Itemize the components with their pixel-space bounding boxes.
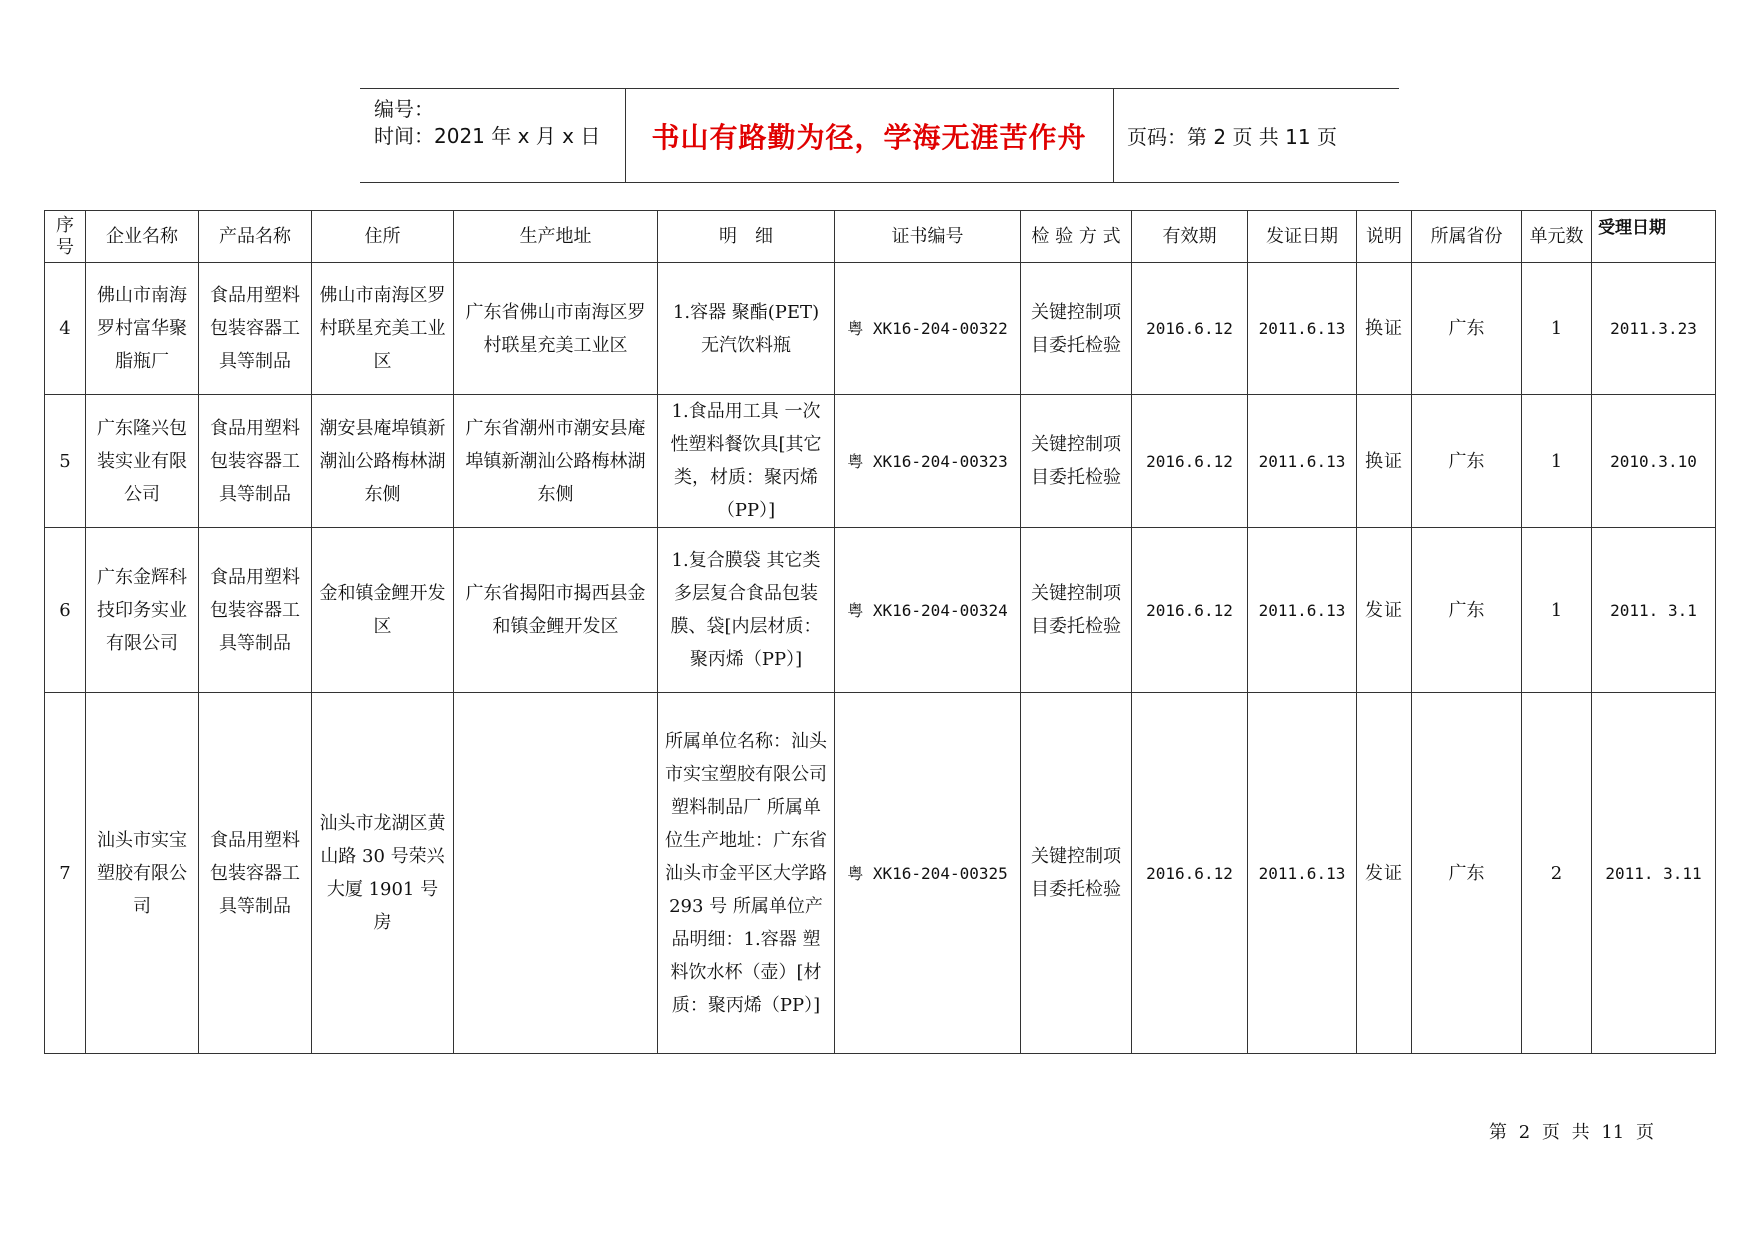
cell-issue: 2011.6.13 [1248, 395, 1357, 528]
cell-issue: 2011.6.13 [1248, 528, 1357, 693]
footer-page-number: 第 2 页 共 11 页 [1489, 1122, 1654, 1143]
col-header-address: 住所 [312, 211, 454, 263]
cell-address: 金和镇金鲤开发区 [312, 528, 454, 693]
cell-accept-date: 2011.3.23 [1592, 263, 1716, 395]
header-motto-cell [625, 89, 1114, 182]
cell-method: 关键控制项目委托检验 [1021, 395, 1132, 528]
cell-company: 广东金辉科技印务实业有限公司 [86, 528, 199, 693]
cell-valid: 2016.6.12 [1132, 395, 1248, 528]
col-header-detail: 明 细 [658, 211, 835, 263]
cell-address: 汕头市龙湖区黄山路 30 号荣兴大厦 1901 号房 [312, 693, 454, 1054]
cell-units: 1 [1522, 528, 1592, 693]
cell-units: 1 [1522, 263, 1592, 395]
cell-valid: 2016.6.12 [1132, 263, 1248, 395]
col-header-units: 单元数 [1522, 211, 1592, 263]
cell-production-address: 广东省揭阳市揭西县金和镇金鲤开发区 [454, 528, 658, 693]
table-row [45, 395, 1716, 528]
cell-units: 1 [1522, 395, 1592, 528]
cell-detail: 1.复合膜袋 其它类多层复合食品包装膜、袋[内层材质：聚丙烯（PP）] [658, 528, 835, 693]
cell-method: 关键控制项目委托检验 [1021, 528, 1132, 693]
cell-detail: 所属单位名称：汕头市实宝塑胶有限公司塑料制品厂 所属单位生产地址：广东省汕头市金平区大学路 293 号 所属单位产品明细：1.容器 塑料饮水杯（壶）[材质：聚丙烯（PP）] [658, 693, 835, 1054]
col-header-province: 所属省份 [1412, 211, 1522, 263]
cell-explain: 发证 [1357, 693, 1412, 1054]
cell-cert: 粤 XK16-204-00325 [835, 693, 1021, 1054]
col-header-company: 企业名称 [86, 211, 199, 263]
cell-product: 食品用塑料包装容器工具等制品 [199, 395, 312, 528]
cell-product: 食品用塑料包装容器工具等制品 [199, 693, 312, 1054]
cell-accept-date: 2011. 3.11 [1592, 693, 1716, 1054]
cell-production-address [454, 693, 658, 1054]
cell-units: 2 [1522, 693, 1592, 1054]
cell-no: 5 [45, 395, 86, 528]
cell-province: 广东 [1412, 693, 1522, 1054]
cell-company: 佛山市南海罗村富华聚脂瓶厂 [86, 263, 199, 395]
certificate-table [44, 210, 1716, 1054]
cell-explain: 换证 [1357, 263, 1412, 395]
cell-no: 4 [45, 263, 86, 395]
col-header-product: 产品名称 [199, 211, 312, 263]
cell-cert: 粤 XK16-204-00323 [835, 395, 1021, 528]
cell-issue: 2011.6.13 [1248, 263, 1357, 395]
cell-province: 广东 [1412, 395, 1522, 528]
motto-text: 书山有路勤为径，学海无涯苦作舟 [651, 120, 1087, 154]
col-header-explain: 说明 [1357, 211, 1412, 263]
cell-explain: 换证 [1357, 395, 1412, 528]
cell-no: 6 [45, 528, 86, 693]
col-header-valid: 有效期 [1132, 211, 1248, 263]
cell-company: 汕头市实宝塑胶有限公司 [86, 693, 199, 1054]
header-page-number: 页码：第 2 页 共 11 页 [1127, 125, 1337, 149]
cell-product: 食品用塑料包装容器工具等制品 [199, 528, 312, 693]
cell-province: 广东 [1412, 528, 1522, 693]
cell-production-address: 广东省佛山市南海区罗村联星充美工业区 [454, 263, 658, 395]
table-header-row [45, 211, 1716, 263]
cell-cert: 粤 XK16-204-00322 [835, 263, 1021, 395]
table-row [45, 263, 1716, 395]
cell-production-address: 广东省潮州市潮安县庵埠镇新潮汕公路梅林湖东侧 [454, 395, 658, 528]
cell-detail: 1.食品用工具 一次性塑料餐饮具[其它类，材质：聚丙烯（PP）] [658, 395, 835, 528]
cell-accept-date: 2010.3.10 [1592, 395, 1716, 528]
header-page-cell [1113, 89, 1399, 182]
cell-explain: 发证 [1357, 528, 1412, 693]
cell-cert: 粤 XK16-204-00324 [835, 528, 1021, 693]
cell-issue: 2011.6.13 [1248, 693, 1357, 1054]
cell-no: 7 [45, 693, 86, 1054]
document-number-label: 编号： [374, 97, 434, 121]
document-header [360, 88, 1399, 183]
cell-address: 潮安县庵埠镇新潮汕公路梅林湖东侧 [312, 395, 454, 528]
col-header-no: 序号 [45, 211, 86, 263]
cell-accept-date: 2011. 3.1 [1592, 528, 1716, 693]
cell-detail: 1.容器 聚酯(PET)无汽饮料瓶 [658, 263, 835, 395]
col-header-issue: 发证日期 [1248, 211, 1357, 263]
col-header-method: 检 验 方 式 [1021, 211, 1132, 263]
col-header-production-address: 生产地址 [454, 211, 658, 263]
table-row [45, 528, 1716, 693]
cell-product: 食品用塑料包装容器工具等制品 [199, 263, 312, 395]
col-header-cert: 证书编号 [835, 211, 1021, 263]
table-row [45, 693, 1716, 1054]
cell-valid: 2016.6.12 [1132, 693, 1248, 1054]
cell-method: 关键控制项目委托检验 [1021, 693, 1132, 1054]
document-time-label: 时间：2021 年 x 月 x 日 [374, 124, 601, 148]
header-left-cell [360, 89, 626, 182]
col-header-accept-date: 受理日期 [1592, 211, 1716, 263]
cell-company: 广东隆兴包装实业有限公司 [86, 395, 199, 528]
cell-method: 关键控制项目委托检验 [1021, 263, 1132, 395]
cell-valid: 2016.6.12 [1132, 528, 1248, 693]
cell-address: 佛山市南海区罗村联星充美工业区 [312, 263, 454, 395]
cell-province: 广东 [1412, 263, 1522, 395]
